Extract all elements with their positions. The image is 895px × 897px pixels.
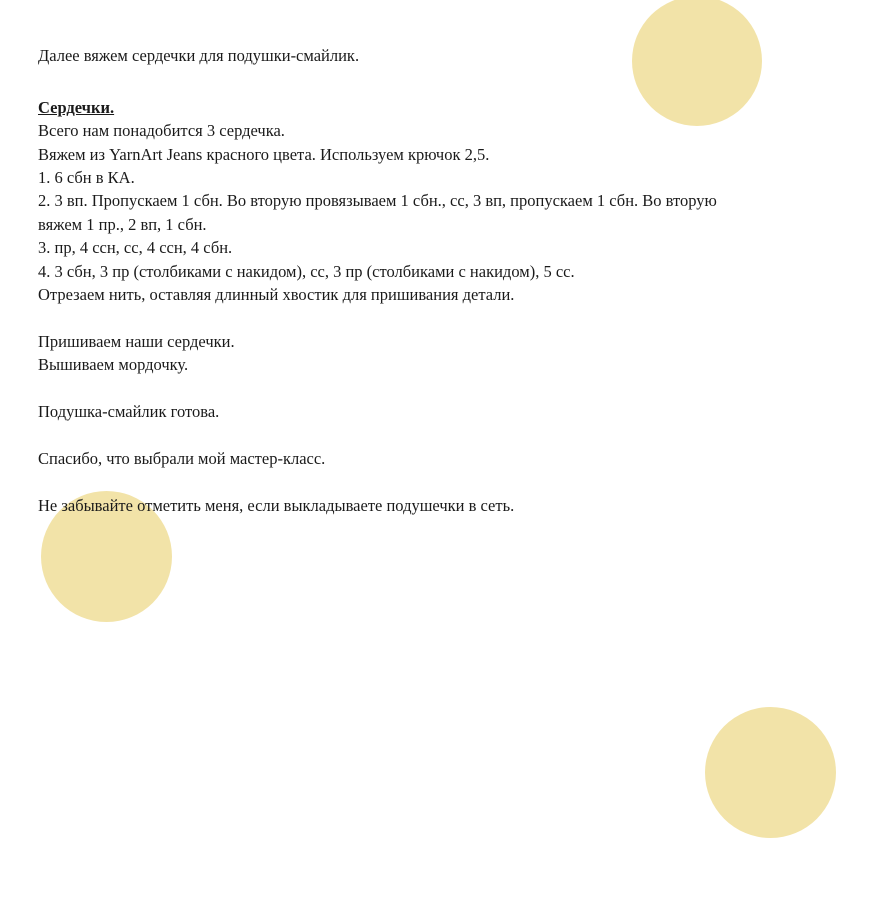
spacer — [38, 377, 893, 400]
intro-text: Далее вяжем сердечки для подушки-смайлик. — [38, 46, 360, 65]
instruction-line: Всего нам понадобится 3 сердечка. — [38, 121, 285, 141]
instruction-line: вяжем 1 пр., 2 вп, 1 сбн. — [38, 214, 207, 234]
instruction-document — [38, 44, 893, 517]
instruction-line: Вяжем из YarnArt Jeans красного цвета. Используем крючок 2,5. — [38, 144, 490, 164]
ready-line: Подушка-смайлик готова. — [38, 402, 220, 422]
decorative-circle-bottom-right — [705, 707, 836, 838]
instruction-line: Отрезаем нить, оставляя длинный хвостик для пришивания детали. — [38, 285, 515, 305]
instruction-line: 2. 3 вп. Пропускаем 1 сбн. Во вторую провязываем 1 сбн., сс, 3 вп, пропускаем 1 сбн. Во вторую — [38, 191, 717, 211]
spacer — [38, 470, 893, 493]
sew-line: Пришиваем наши сердечки. — [38, 331, 235, 351]
spacer — [38, 67, 893, 90]
spacer — [38, 306, 893, 329]
spacer — [38, 423, 893, 446]
section-title: Сердечки. — [38, 97, 115, 117]
embroider-line: Вышиваем мордочку. — [38, 355, 189, 375]
instruction-line: 4. 3 сбн, 3 пр (столбиками с накидом), сс, 3 пр (столбиками с накидом), 5 сс. — [38, 261, 575, 281]
reminder-line: Не забывайте отметить меня, если выкладываете подушечки в сеть. — [38, 495, 515, 515]
instruction-line: 3. пр, 4 ссн, сс, 4 ссн, 4 сбн. — [38, 238, 233, 258]
thanks-line: Спасибо, что выбрали мой мастер-класс. — [38, 448, 326, 468]
instruction-line: 1. 6 сбн в КА. — [38, 168, 135, 188]
